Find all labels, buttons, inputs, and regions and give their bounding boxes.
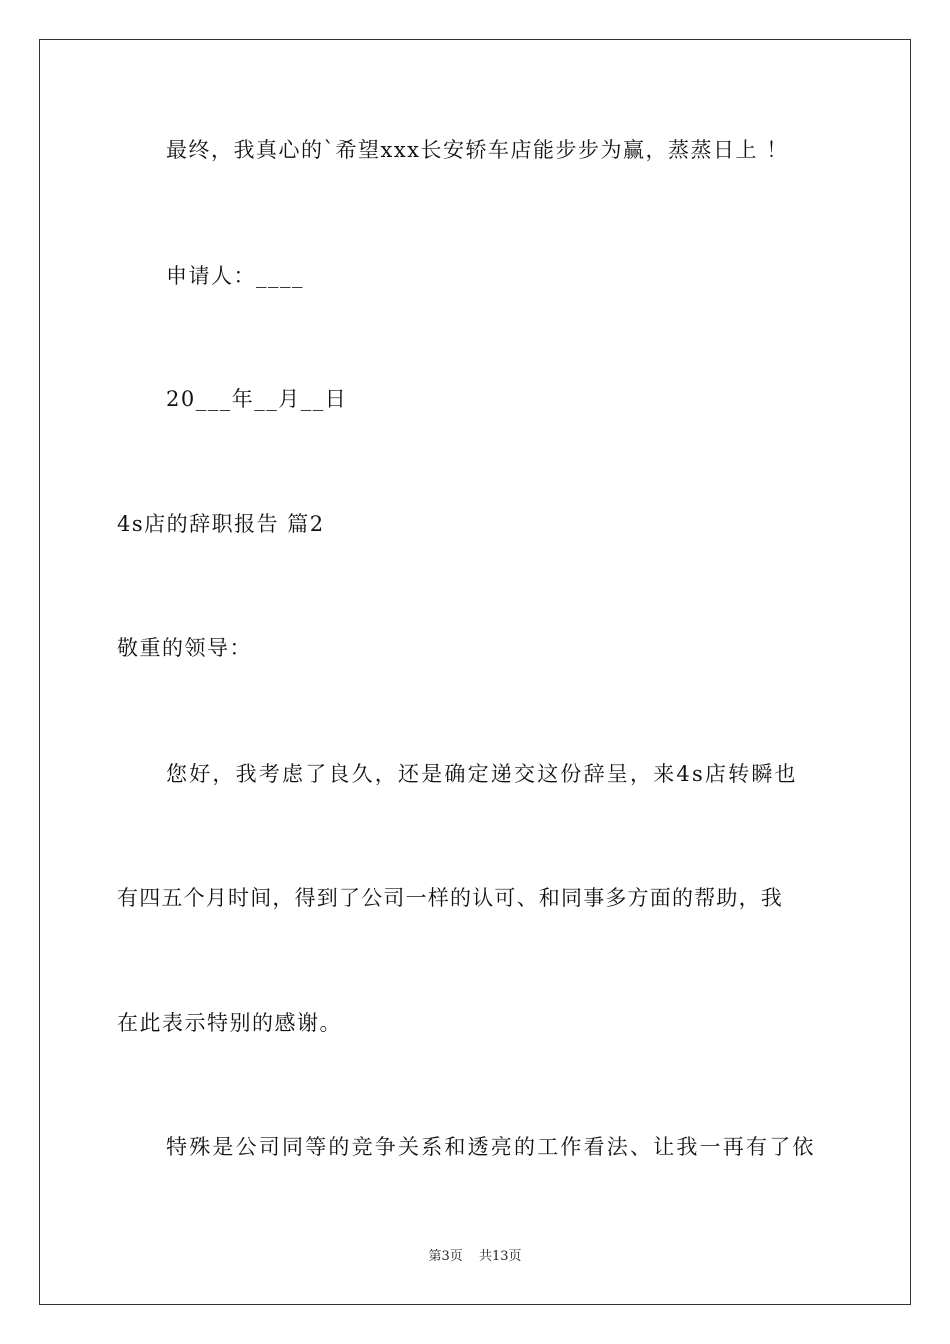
page-total: 共13页 [478,1249,522,1264]
page-number: 第3页 [428,1249,463,1264]
closing-wish-text: 最终，我真心的`希望xxx长安轿车店能步步为赢，蒸蒸日上 ！ [166,138,789,162]
page-footer [0,1248,950,1266]
body-paragraph-line: 有四五个月时间，得到了公司一样的认可、和同事多方面的帮助，我 [117,886,783,910]
body-paragraph-line: 特殊是公司同等的竞争关系和透亮的工作看法、让我一再有了依 [166,1135,816,1159]
applicant-line: 申请人：____ [166,264,304,288]
body-paragraph-line: 您好，我考虑了良久，还是确定递交这份辞呈，来4s店转瞬也 [166,762,798,786]
date-line: 20___年__月__日 [166,387,348,411]
section-title: 4s店的辞职报告 篇2 [117,512,325,536]
salutation: 敬重的领导： [117,636,252,660]
page-border [39,39,911,1305]
body-paragraph-line: 在此表示特别的感谢。 [117,1011,342,1035]
